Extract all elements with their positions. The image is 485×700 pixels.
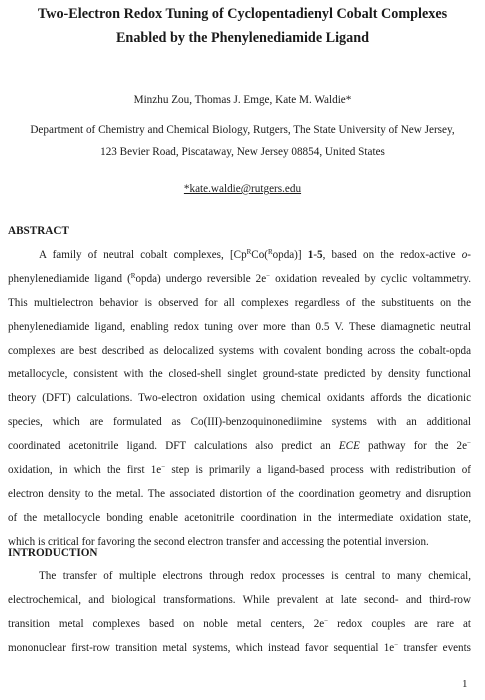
abstract-body bbox=[8, 244, 471, 555]
author-list: Minzhu Zou, Thomas J. Emge, Kate M. Waldie* bbox=[133, 94, 352, 106]
abstract-line: coordinated acetonitrile ligand. DFT calculations also predict an ECE pathway for the 2e− bbox=[8, 439, 471, 453]
corresponding-email[interactable] bbox=[0, 182, 485, 196]
introduction-heading: INTRODUCTION bbox=[8, 547, 98, 559]
introduction-body bbox=[8, 565, 471, 661]
title-line-2: Enabled by the Phenylenediamide Ligand bbox=[115, 30, 370, 46]
page-number: 1 bbox=[462, 678, 468, 690]
affiliation bbox=[10, 119, 475, 163]
affiliation-line-2: 123 Bevier Road, Piscataway, New Jersey 08854, United States bbox=[100, 146, 385, 158]
abstract-line: which is critical for favoring the second electron transfer and accessing the potential inversion. bbox=[8, 535, 429, 548]
intro-line: transition metal complexes based on noble metal centers, 2e− redox couples are rare at bbox=[8, 616, 471, 630]
abstract-line: phenylenediamide ligand, enabling redox tuning over more than 0.5 V. These diamagnetic neutral bbox=[8, 320, 471, 333]
abstract-heading: ABSTRACT bbox=[8, 225, 69, 237]
affiliation-line-1: Department of Chemistry and Chemical Biology, Rutgers, The State University of New Jersey, bbox=[30, 124, 455, 136]
abstract-line: of the metallocycle bonding enable acetonitrile coordination in the intermediate oxidation state, bbox=[8, 511, 471, 524]
abstract-line: theory (DFT) calculations. Two-electron oxidation using chemical oxidants affords the dicationic bbox=[8, 392, 471, 405]
abstract-line: phenylenediamide ligand ($^R$opda) undergo reversible 2e− oxidation revealed by cyclic voltammetry. bbox=[8, 271, 471, 285]
abstract-line: complexes are best described as delocalized systems with covalent bonding across the cobalt-opda bbox=[8, 344, 471, 357]
abstract-line: This multielectron behavior is observed for all complexes regardless of the substituents on the bbox=[8, 296, 471, 309]
email-link[interactable]: *kate.waldie@rutgers.edu bbox=[183, 183, 302, 195]
title-line-1: Two-Electron Redox Tuning of Cyclopentadienyl Cobalt Complexes bbox=[37, 6, 448, 22]
paper-title bbox=[10, 2, 475, 50]
abstract-line: oxidation, in which the first 1e− step is primarily a ligand-based process with redistribution of bbox=[8, 463, 471, 477]
abstract-line: A family of neutral cobalt complexes, $[Cp^RCo(^Ropda)]$ 1-5, based on the redox-active o- bbox=[39, 248, 471, 261]
intro-line: electrochemical, and biological transformations. While prevalent at late second- and third-row bbox=[8, 593, 471, 606]
abstract-line: metallocycle, consistent with the closed-shell singlet ground-state predicted by density functional bbox=[8, 368, 471, 381]
intro-line: mononuclear first-row transition metal systems, which instead favor sequential 1e− transfer events bbox=[8, 640, 471, 654]
intro-line: The transfer of multiple electrons through redox processes is central to many chemical, bbox=[39, 570, 471, 582]
abstract-line: electron density to the metal. The associated distortion of the coordination geometry and disruption bbox=[8, 487, 471, 500]
abstract-line: species, which are formulated as Co(III)-benzoquinonediimine systems with an additional bbox=[8, 416, 471, 429]
